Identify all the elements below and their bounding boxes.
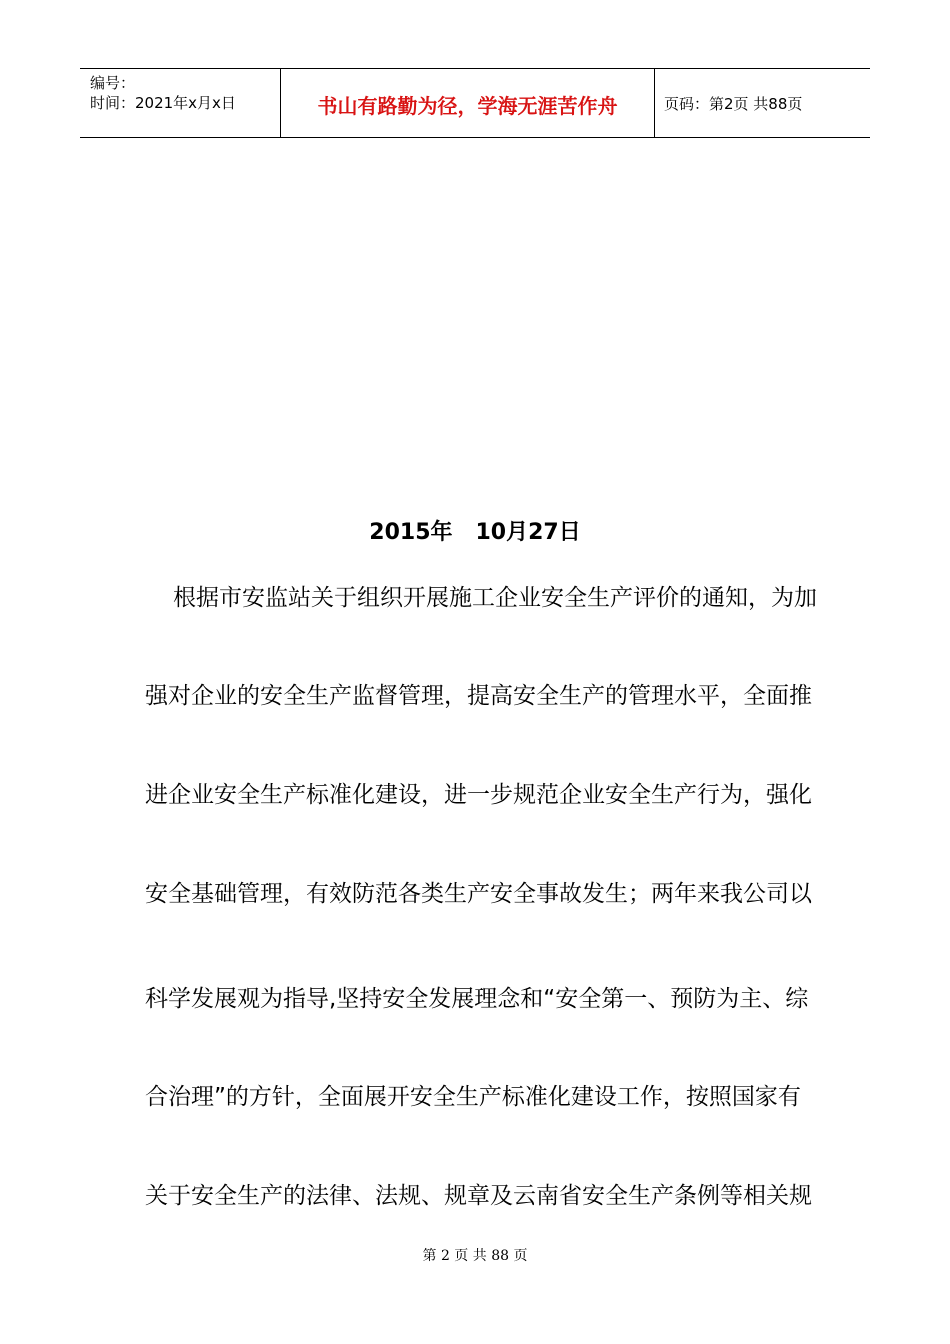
page-footer: 第 2 页 共 88 页 (422, 1248, 528, 1264)
paragraph-line: 进企业安全生产标准化建设，进一步规范企业安全生产行为，强化 (145, 782, 812, 808)
document-number-label: 编号： (90, 74, 136, 92)
document-date-title: 2015年 10月27日 (369, 520, 581, 545)
page-header (80, 68, 870, 138)
paragraph-line: 科学发展观为指导,坚持安全发展理念和“安全第一、预防为主、综 (145, 986, 809, 1012)
header-meta (90, 73, 236, 113)
header-motto: 书山有路勤为径，学海无涯苦作舟 (317, 94, 618, 118)
paragraph-line: 安全基础管理，有效防范各类生产安全事故发生；两年来我公司以 (145, 881, 812, 907)
paragraph-line: 关于安全生产的法律、法规、规章及云南省安全生产条例等相关规 (145, 1183, 812, 1209)
paragraph-line: 根据市安监站关于组织开展施工企业安全生产评价的通知，为加 (173, 585, 817, 611)
paragraph-line: 合治理”的方针，全面展开安全生产标准化建设工作，按照国家有 (145, 1084, 801, 1110)
header-page-code: 页码：第2页 共88页 (664, 95, 803, 113)
paragraph-line: 强对企业的安全生产监督管理，提高安全生产的管理水平，全面推 (145, 683, 812, 709)
header-divider (654, 69, 655, 137)
document-time-label: 时间：2021年x月x日 (90, 94, 236, 112)
